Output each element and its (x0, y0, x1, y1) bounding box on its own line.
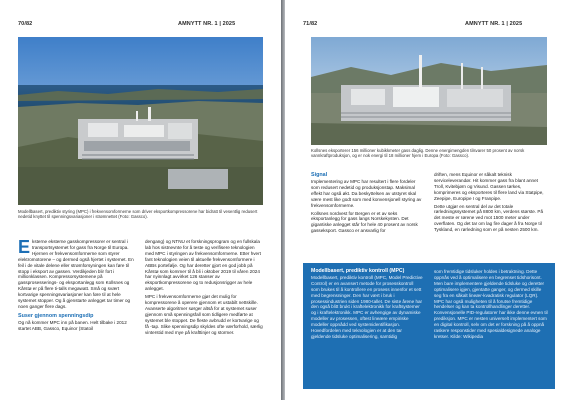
right-year: 2025 (509, 21, 523, 27)
right-page (285, 0, 566, 400)
left-col1-paragraph: ksterne eksterne gasskompressorer er sentral i transportsystemet for gass fra Norge til Europa. Hjernen er frekvensomformerne som styrer elektromotorene – og dermed også hjertet i systemet. En feil i de vitale delene eller strømforsyningen kan føre til stopp i eksport av gassen. Verdikjeden blir fort i millionklassen. Kompressorsystemene på gassprosesserings- og eksportanlegg som Kollsnes og Kårstø er på flere ti-talls megawatt. Små og svært kortvarige spenningsvariasjoner kan føre til at hele systemet stopper. Og å gjenstarte anlegget tar timer og noen ganger flere dags. (18, 239, 134, 309)
left-photo-kollsnes-aerial (18, 37, 263, 205)
right-col1-paragraph-2: Kollsnes nordvest for Bergen er et av seks eksportanlegg for gass langs Norskekysten. Det gigantiske anlegget står for hele 40 prosent av norsk gasseksport. Gassco er ansvarlig for (311, 210, 418, 234)
box-column-1 (311, 269, 423, 342)
box-col1-text: Modellbasert, prediktiv kontroll (MPC, Model Predictive Control) er en avansert metode for prosesskontroll som brukes til å kontrollere en prosess innenfor et sett med begrensninger. Den har vært i bruk i prosessindustrien siden 1980-tallet. De siste årene har den også blitt brukt i kraftelektronikk for kraftsystemer og i kraftelektronikk. MPC er avhengige av dynamiske modeller av prosessen, oftest lineære empiriske modeller oppnådd ved systemidentifikasjon. Hovedfordelen med teknologien er at den tar gjeldende tidsluke optimalisering, samtidig (311, 274, 423, 339)
left-magazine-name: AMNYTT NR. 1 (178, 21, 218, 27)
mpc-info-box (303, 263, 555, 389)
right-magazine-name: AMNYTT NR. 1 (465, 21, 505, 27)
left-col2-paragraph-1: dengang) og NTNU et forskningsprogram og en fullskala lab hos sistnevnte for å teste og verifisere teknologien med MPC i styringen av frekvensomformerne. Etter hvert fant teknologien veien til aktuelle frekvensomformere i ABBs portefølje. Og har deretter gjort en god jobb på Kårstø som kommer til å bli i oktober 2019 til våren 2024 har nyinnlagt avvirket 126 stanser av eksportkompressorene og to redusjonsrigger av hele anlegget. (145, 239, 261, 292)
box-col2-text: som fremtidige tidsluker holdes i betraktning. Dette oppnås ved å optimalisere en begrenset tidshorisont. Men bare implementere gjeldende tidsluke og deretter optimalisere igjen, gjentatte ganger, og dermed skille seg fra en såkalt lineær-kvadratisk regulator (LQR). MPC har også muligheten til å forutse fremtidige hendelser og kan ta kontrollhandlinger deretter. Konvensjonelle PID-regulatorer har ikke denne evnen til prediksjon. MPC er nesten universelt implementert som en digital kontroll, selv om det er forskning på å oppnå raskere responstider med spesialdesignede analoge kretser. Kilde: Wikipedia (434, 269, 548, 339)
right-column-2 (434, 172, 547, 235)
right-col1-paragraph-1: Implementering av MPC har resultert i flere fordeler som redusert nedetid og produksjonstap. Maksimal effekt har også økt. Da beskyttelsen av utstyret skal være mest like godt som med konvensjonell styring av frekvensomformerne. (311, 179, 422, 208)
left-page-number: 70/82 (18, 21, 33, 27)
left-header-magazine: AMNYTT NR. 1 | 2025 (178, 21, 236, 27)
right-page-number: 71/82 (303, 21, 318, 27)
right-subheading: Signal (311, 172, 328, 178)
left-column-2 (145, 239, 263, 338)
left-page (0, 0, 281, 400)
left-photo-caption: Modellbasert, prediktiv styring (MPC) i frekvensomformerne som driver eksportkompressorene har bidratt til vesentlig redusert nedetid knyttet til spenningsvariasjoner i strømnettet (Foto: Gassco). (18, 209, 258, 220)
left-subheading: Suser gjennom spenningsdip (18, 312, 94, 319)
right-col2-paragraph-2: Dette utgjør en sentral del av det totale rørledningssystemet på 8800 km, verdens største. På det meste er rørene ved mot 1500 meter under overflaten. Og det tar om lag fire dager å fra Norge til Tyskland, en rørledning som er på nesten 2500 km. (434, 203, 544, 233)
left-col1-after: Og nå kommer MPC inn på banen. Helt tilbake i 2012 startet ABB, Gassco, Equinor (Statoil (18, 319, 127, 331)
box-title: Modellbasert, prediktiv kontroll (MPC) (311, 268, 405, 274)
right-photo-kollsnes-plant (311, 37, 547, 145)
right-header-magazine: AMNYTT NR. 1 | 2025 (465, 21, 523, 27)
drop-cap: E (18, 237, 31, 257)
right-column-1 (311, 172, 423, 236)
left-col2-paragraph-2: MPC i frekvensomformerne gjør det mulig for kompressorene å operere gjennom et ustabilt nettskille. Avanserte algoritmer sørger altså for at systemet suser gjennom små spenningsfall som tidligere medførte at systemet ble stoppet. De fleste avbrudd er kortvarige og få -tap. Slike spenningsdip skyldes ofte værforhold, særlig vinterstid med mye på krafttinjer og stormer. (145, 294, 263, 335)
left-column-1 (18, 239, 136, 334)
box-column-2 (434, 269, 548, 342)
left-year: 2025 (222, 21, 236, 27)
right-photo-caption: Kollsnes eksporterer 156 millioner kubikkmeter gass daglig. Denne energimengden tilsvarer 50 prosent av norsk vannkraftproduksjon, og er nok energi til 18 millioner hjem i Europa (Foto: Gassco). (311, 148, 525, 159)
right-col2-paragraph-1: driften, mens Equinor er såkalt teknisk serviceleverandør. Hit kommer gass fra blant annet Troll, Kvitebjørn og Visund. Gassen tørkes, komprimeres og eksporteres til flere land via Statpipe, Zeepipe, Europipe I og Franpipe. (434, 172, 544, 201)
